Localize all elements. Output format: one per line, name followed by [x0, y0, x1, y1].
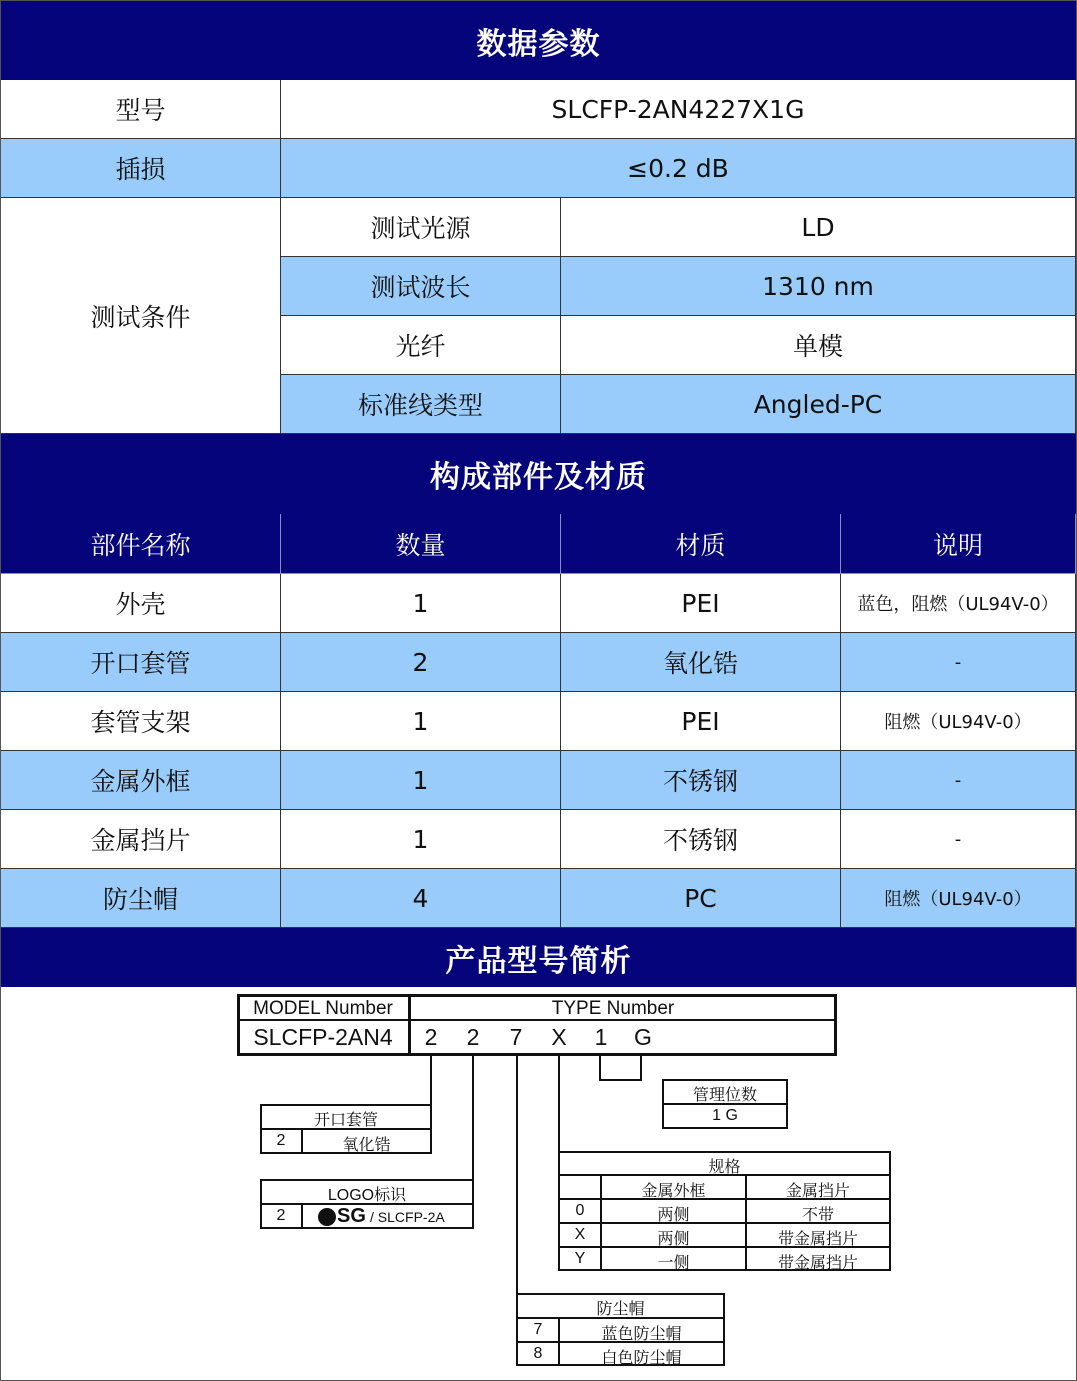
table-cell-material: PEI: [561, 574, 841, 633]
table-cell-name: 金属外框: [1, 751, 281, 810]
section-title-data-params: 数据参数: [1, 1, 1076, 80]
connector-line: [430, 1056, 432, 1105]
divider: [408, 994, 411, 1056]
column-header-qty: 数量: [281, 514, 561, 574]
pipe-title: 管理位数: [692, 1087, 757, 1104]
table-cell-material: PEI: [561, 692, 841, 751]
connector-line: [640, 1056, 642, 1080]
model-breakdown-diagram: [0, 987, 1077, 1381]
condition-value: Angled-PC: [561, 375, 1076, 434]
spec-code: X: [574, 1226, 586, 1243]
logo-brand: SG: [337, 1205, 366, 1227]
table-cell-qty: 1: [281, 810, 561, 869]
test-conditions-label: 测试条件: [1, 198, 281, 434]
connector-line: [516, 1056, 518, 1294]
sleeve-title: 开口套管: [313, 1112, 378, 1129]
condition-value: LD: [561, 198, 1076, 257]
type-char: 2: [466, 1024, 480, 1050]
cap-code: 7: [533, 1321, 543, 1338]
connector-line: [599, 1079, 642, 1081]
table-cell-name: 金属挡片: [1, 810, 281, 869]
spec-col-frame: 金属外框: [641, 1183, 706, 1200]
spec-code: 0: [575, 1202, 585, 1219]
type-char: 1: [594, 1024, 608, 1050]
table-cell-qty: 4: [281, 869, 561, 928]
connector-line: [599, 1056, 601, 1080]
condition-value: 单模: [561, 316, 1076, 375]
pipe-value: 1 G: [712, 1107, 738, 1124]
table-cell-name: 防尘帽: [1, 869, 281, 928]
condition-value: 1310 nm: [561, 257, 1076, 316]
loss-value: ≤0.2 dB: [281, 139, 1076, 198]
connector-line: [558, 1056, 560, 1152]
table-cell-name: 开口套管: [1, 633, 281, 692]
table-cell-material: 氧化锆: [561, 633, 841, 692]
column-header-name: 部件名称: [1, 514, 281, 574]
model-label: 型号: [1, 80, 281, 139]
sg-logo-icon: [318, 1208, 336, 1226]
divider: [301, 1203, 303, 1229]
column-header-material: 材质: [561, 514, 841, 574]
table-cell-material: 不锈钢: [561, 810, 841, 869]
section-title-components: 构成部件及材质: [1, 434, 1076, 514]
cap-title: 防尘帽: [596, 1301, 645, 1318]
table-cell-note: 阻燃（UL94V-0）: [841, 869, 1076, 928]
type-char: X: [551, 1024, 567, 1050]
spec-frame: 两侧: [657, 1207, 690, 1224]
model-number-label: MODEL Number: [253, 998, 393, 1019]
condition-label: 光纤: [281, 316, 561, 375]
table-cell-qty: 1: [281, 692, 561, 751]
type-char: G: [634, 1024, 652, 1050]
spec-frame: 两侧: [657, 1231, 690, 1248]
model-number-value: SLCFP-2AN4: [253, 1024, 393, 1050]
table-cell-qty: 1: [281, 751, 561, 810]
logo-title: LOGO标识: [327, 1187, 407, 1204]
type-char: 2: [424, 1024, 438, 1050]
section-title-model-breakdown: 产品型号简析: [1, 928, 1076, 987]
spec-shutter: 带金属挡片: [777, 1255, 858, 1272]
cap-value: 白色防尘帽: [601, 1350, 682, 1367]
cap-value: 蓝色防尘帽: [601, 1326, 682, 1343]
type-char: 7: [509, 1024, 523, 1050]
table-cell-note: 蓝色，阻燃（UL94V-0）: [841, 574, 1076, 633]
table-cell-qty: 1: [281, 574, 561, 633]
spec-frame: 一侧: [657, 1255, 690, 1272]
spec-col-shutter: 金属挡片: [785, 1183, 850, 1200]
loss-label: 插损: [1, 139, 281, 198]
condition-label: 测试光源: [281, 198, 561, 257]
type-number-label: TYPE Number: [551, 998, 675, 1019]
connector-line: [472, 1056, 474, 1180]
table-cell-note: -: [841, 633, 1076, 692]
spec-shutter: 带金属挡片: [777, 1231, 858, 1248]
table-cell-material: 不锈钢: [561, 751, 841, 810]
table-cell-name: 套管支架: [1, 692, 281, 751]
table-cell-note: 阻燃（UL94V-0）: [841, 692, 1076, 751]
sleeve-code: 2: [276, 1132, 286, 1149]
table-cell-name: 外壳: [1, 574, 281, 633]
logo-value: / SLCFP-2A: [370, 1209, 445, 1225]
table-cell-note: -: [841, 751, 1076, 810]
spec-shutter: 不带: [801, 1207, 834, 1224]
logo-code: 2: [276, 1207, 286, 1224]
cap-code: 8: [533, 1345, 543, 1362]
table-cell-qty: 2: [281, 633, 561, 692]
spec-code: Y: [574, 1250, 586, 1267]
condition-label: 测试波长: [281, 257, 561, 316]
model-value: SLCFP-2AN4227X1G: [281, 80, 1076, 139]
spec-title: 规格: [708, 1159, 741, 1176]
table-cell-material: PC: [561, 869, 841, 928]
condition-label: 标准线类型: [281, 375, 561, 434]
sleeve-value: 氧化锆: [342, 1137, 391, 1154]
table-cell-note: -: [841, 810, 1076, 869]
column-header-note: 说明: [841, 514, 1076, 574]
